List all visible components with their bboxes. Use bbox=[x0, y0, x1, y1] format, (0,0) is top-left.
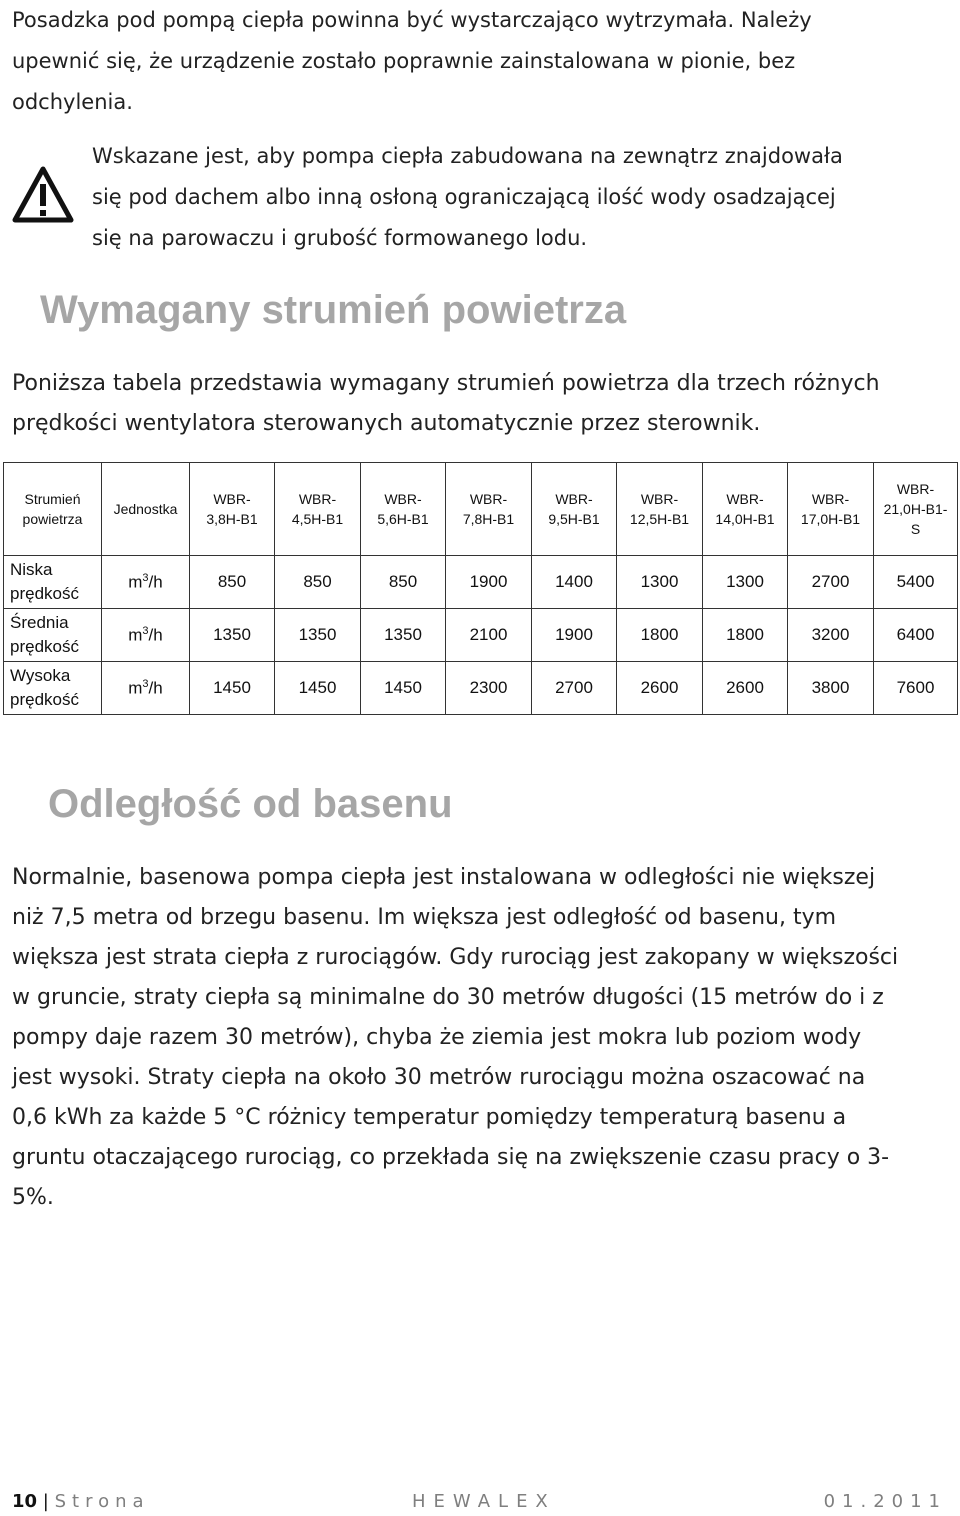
value-cell: 2600 bbox=[617, 662, 703, 715]
unit-cell: $m^3/h$ bbox=[102, 662, 190, 715]
column-header-model: WBR- 14,0H-B1 bbox=[703, 463, 788, 556]
table-header-row bbox=[4, 463, 958, 556]
pool-distance-line: większa jest strata ciepła z rurociągów. Gdy rurociąg jest zakopany w większości bbox=[12, 945, 899, 970]
section-title-pool-distance: Odległość od basenu bbox=[48, 782, 453, 826]
pool-distance-line: 5%. bbox=[12, 1185, 54, 1210]
unit-cell: $m^3/h$ bbox=[102, 556, 190, 609]
section-title-air-flow: Wymagany strumień powietrza bbox=[40, 288, 627, 332]
value-cell: 2700 bbox=[532, 662, 617, 715]
air-flow-line: prędkości wentylatora sterowanych automatycznie przez sterownik. bbox=[12, 411, 761, 436]
column-header-model: WBR- 21,0H-B1- S bbox=[874, 463, 958, 556]
intro-paragraph bbox=[12, 0, 947, 123]
page-label: Strona bbox=[54, 1491, 150, 1512]
value-cell: 1300 bbox=[617, 556, 703, 609]
value-cell: 1350 bbox=[361, 609, 446, 662]
table-row bbox=[4, 609, 958, 662]
value-cell: 1900 bbox=[446, 556, 532, 609]
pool-distance-line: pompy daje razem 30 metrów), chyba że ziemia jest mokra lub poziom wody bbox=[12, 1025, 862, 1050]
intro-line: upewnić się, że urządzenie zostało poprawnie zainstalowana w pionie, bez bbox=[12, 49, 796, 73]
air-flow-table bbox=[3, 462, 958, 715]
pool-distance-paragraph bbox=[12, 858, 952, 1218]
pool-distance-line: jest wysoki. Straty ciepła na około 30 metrów rurociągu można oszacować na bbox=[12, 1065, 866, 1090]
value-cell: 1450 bbox=[190, 662, 275, 715]
intro-line: odchylenia. bbox=[12, 90, 133, 114]
column-header-model: WBR- 17,0H-B1 bbox=[788, 463, 874, 556]
table-row bbox=[4, 662, 958, 715]
column-header-model: WBR- 12,5H-B1 bbox=[617, 463, 703, 556]
warning-line: Wskazane jest, aby pompa ciepła zabudowana na zewnątrz znajdowała bbox=[92, 144, 843, 168]
value-cell: 850 bbox=[361, 556, 446, 609]
value-cell: 850 bbox=[190, 556, 275, 609]
column-header-model: WBR- 4,5H-B1 bbox=[275, 463, 361, 556]
warning-line: się na parowaczu i grubość formowanego lodu. bbox=[92, 226, 588, 250]
footer-separator: | bbox=[42, 1491, 49, 1512]
value-cell: 3800 bbox=[788, 662, 874, 715]
value-cell: 2300 bbox=[446, 662, 532, 715]
pool-distance-line: gruntu otaczającego rurociąg, co przekłada się na zwiększenie czasu pracy o 3- bbox=[12, 1145, 890, 1170]
value-cell: 850 bbox=[275, 556, 361, 609]
column-header-model: WBR- 3,8H-B1 bbox=[190, 463, 275, 556]
speed-label: Niska prędkość bbox=[4, 556, 102, 609]
speed-label: Średnia prędkość bbox=[4, 609, 102, 662]
value-cell: 1450 bbox=[275, 662, 361, 715]
column-header-flow: Strumień powietrza bbox=[4, 463, 102, 556]
warning-line: się pod dachem albo inną osłoną ograniczającą ilość wody osadzającej bbox=[92, 185, 836, 209]
value-cell: 3200 bbox=[788, 609, 874, 662]
speed-label: Wysoka prędkość bbox=[4, 662, 102, 715]
column-header-model: WBR- 9,5H-B1 bbox=[532, 463, 617, 556]
value-cell: 2600 bbox=[703, 662, 788, 715]
column-header-model: WBR- 5,6H-B1 bbox=[361, 463, 446, 556]
value-cell: 6400 bbox=[874, 609, 958, 662]
page-number: 10 bbox=[12, 1491, 38, 1512]
pool-distance-line: niż 7,5 metra od brzegu basenu. Im większa jest odległość od basenu, tym bbox=[12, 905, 837, 930]
value-cell: 2100 bbox=[446, 609, 532, 662]
value-cell: 1350 bbox=[190, 609, 275, 662]
value-cell: 1800 bbox=[703, 609, 788, 662]
column-header-model: WBR- 7,8H-B1 bbox=[446, 463, 532, 556]
value-cell: 1400 bbox=[532, 556, 617, 609]
column-header-unit: Jednostka bbox=[102, 463, 190, 556]
pool-distance-line: 0,6 kWh za każde 5 °C różnicy temperatur pomiędzy temperaturą basenu a bbox=[12, 1105, 847, 1130]
value-cell: 2700 bbox=[788, 556, 874, 609]
footer-brand: HEWALEX bbox=[412, 1491, 556, 1512]
air-flow-paragraph bbox=[12, 364, 952, 444]
warning-triangle-icon bbox=[12, 166, 74, 224]
value-cell: 1300 bbox=[703, 556, 788, 609]
warning-paragraph bbox=[92, 136, 952, 259]
value-cell: 1350 bbox=[275, 609, 361, 662]
value-cell: 5400 bbox=[874, 556, 958, 609]
page-footer bbox=[12, 1488, 947, 1516]
table-row bbox=[4, 556, 958, 609]
air-flow-line: Poniższa tabela przedstawia wymagany strumień powietrza dla trzech różnych bbox=[12, 371, 880, 396]
intro-line: Posadzka pod pompą ciepła powinna być wystarczająco wytrzymała. Należy bbox=[12, 8, 812, 32]
value-cell: 7600 bbox=[874, 662, 958, 715]
footer-date: 01.2011 bbox=[823, 1491, 947, 1512]
pool-distance-line: Normalnie, basenowa pompa ciepła jest instalowana w odległości nie większej bbox=[12, 865, 876, 890]
value-cell: 1800 bbox=[617, 609, 703, 662]
value-cell: 1900 bbox=[532, 609, 617, 662]
pool-distance-line: w gruncie, straty ciepła są minimalne do 30 metrów długości (15 metrów do i z bbox=[12, 985, 884, 1010]
unit-cell: $m^3/h$ bbox=[102, 609, 190, 662]
value-cell: 1450 bbox=[361, 662, 446, 715]
